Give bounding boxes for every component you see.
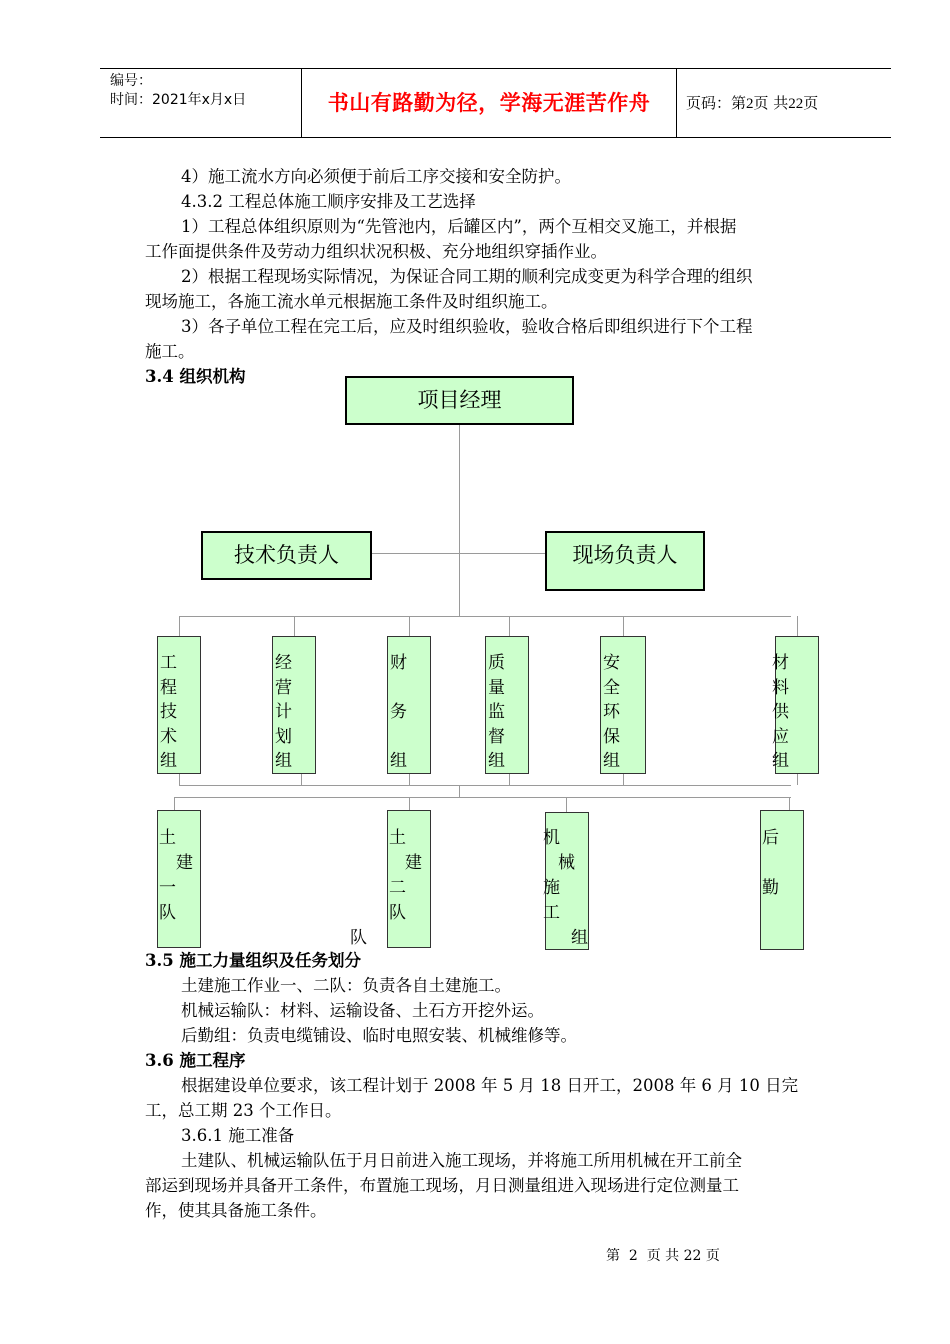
connector-line	[566, 797, 567, 813]
org-node-engineering-group: 工 程 技 术 组	[157, 636, 201, 774]
connector-line	[789, 797, 790, 811]
connector-line	[409, 773, 410, 785]
org-node-safety-group: 安 全 环 保 组	[600, 636, 646, 774]
connector-line	[459, 424, 460, 616]
date-label: 时间：2021年x月x日	[110, 92, 247, 108]
org-node-quality-group: 质 量 监 督 组	[485, 636, 529, 774]
team-label-char: 后	[762, 828, 779, 848]
team-label-char: 队	[389, 903, 406, 923]
team-label-char: 土	[389, 828, 406, 848]
connector-line	[179, 773, 180, 785]
connector-line	[179, 616, 791, 617]
connector-line	[459, 785, 460, 797]
org-node-tech-lead: 技术负责人	[201, 531, 372, 580]
paragraph: 土建队、机械运输队伍于月日前进入施工现场，并将施工所用机械在开工前全	[181, 1151, 742, 1170]
connector-line	[174, 797, 791, 798]
org-node-planning-group: 经 营 计 划 组	[272, 636, 316, 774]
connector-line	[301, 773, 302, 785]
paragraph: 1）工程总体组织原则为“先管池内，后罐区内”，两个互相交叉施工，并根据	[181, 217, 737, 236]
header-page-cell	[676, 69, 891, 137]
team-label-char: 队	[159, 903, 176, 923]
connector-line	[174, 797, 175, 811]
connector-line	[409, 797, 410, 811]
connector-line	[179, 785, 791, 786]
section-heading: 3.5 施工力量组织及任务划分	[145, 951, 361, 970]
team-label-char: 建	[405, 853, 422, 873]
org-node-finance-group: 财 务 组	[387, 636, 431, 774]
team-label-char: 工	[543, 903, 560, 923]
page-footer: 第 2 页 共 22 页	[606, 1248, 720, 1264]
paragraph: 后勤组：负责电缆铺设、临时电照安装、机械维修等。	[181, 1026, 577, 1045]
paragraph: 根据建设单位要求，该工程计划于 2008 年 5 月 18 日开工，2008 年 6 月 10 日完	[181, 1076, 799, 1095]
connector-line	[623, 616, 624, 636]
team-label-char: 勤	[762, 878, 779, 898]
motto: 书山有路勤为径，学海无涯苦作舟	[327, 91, 651, 115]
paragraph: 工作面提供条件及劳动力组织状况积极、充分地组织穿插作业。	[145, 242, 607, 261]
connector-line	[797, 773, 798, 785]
section-heading: 3.6 施工程序	[145, 1051, 246, 1070]
connector-line	[179, 616, 180, 636]
team-label-char: 建	[176, 853, 193, 873]
connector-line	[509, 616, 510, 636]
paragraph: 现场施工，各施工流水单元根据施工条件及时组织施工。	[145, 292, 558, 311]
team-label-char: 械	[558, 853, 575, 873]
org-node-project-manager: 项目经理	[345, 376, 574, 425]
section-heading: 3.6.1 施工准备	[181, 1126, 295, 1145]
team-label-char: 组	[571, 928, 588, 948]
paragraph: 2）根据工程现场实际情况，为保证合同工期的顺利完成变更为科学合理的组织	[181, 267, 753, 286]
paragraph: 部运到现场并具备开工条件，布置施工现场，月日测量组进入现场进行定位测量工	[145, 1176, 739, 1195]
connector-line	[371, 553, 546, 554]
paragraph: 土建施工作业一、二队：负责各自土建施工。	[181, 976, 511, 995]
paragraph: 3）各子单位工程在完工后，应及时组织验收，验收合格后即组织进行下个工程	[181, 317, 753, 336]
team-label-char: 施	[543, 878, 560, 898]
team-label-char: 土	[159, 828, 176, 848]
document-header	[100, 68, 891, 138]
section-heading: 3.4 组织机构	[145, 367, 246, 386]
team-label-char: 机	[543, 828, 560, 848]
team-label-char: 二	[389, 878, 406, 898]
paragraph: 施工。	[145, 342, 195, 361]
team-label-char: 队	[350, 928, 367, 948]
header-meta-cell	[100, 69, 300, 137]
paragraph: 4）施工流水方向必须便于前后工序交接和安全防护。	[181, 167, 571, 186]
connector-line	[294, 616, 295, 636]
team-label-char: 一	[159, 878, 176, 898]
connector-line	[409, 616, 410, 636]
section-heading: 4.3.2 工程总体施工顺序安排及工艺选择	[181, 192, 476, 211]
paragraph: 工，总工期 23 个工作日。	[145, 1101, 342, 1120]
paragraph: 作，使其具备施工条件。	[145, 1201, 327, 1220]
header-motto-cell	[301, 69, 677, 137]
connector-line	[797, 616, 798, 636]
paragraph: 机械运输队：材料、运输设备、土石方开挖外运。	[181, 1001, 544, 1020]
number-label: 编号：	[110, 73, 152, 89]
org-node-site-lead: 现场负责人	[545, 531, 705, 591]
connector-line	[623, 773, 624, 785]
org-node-materials-group: 材 料 供 应 组	[775, 636, 819, 774]
page-indicator: 页码：第2页 共22页	[686, 94, 819, 112]
connector-line	[509, 773, 510, 785]
